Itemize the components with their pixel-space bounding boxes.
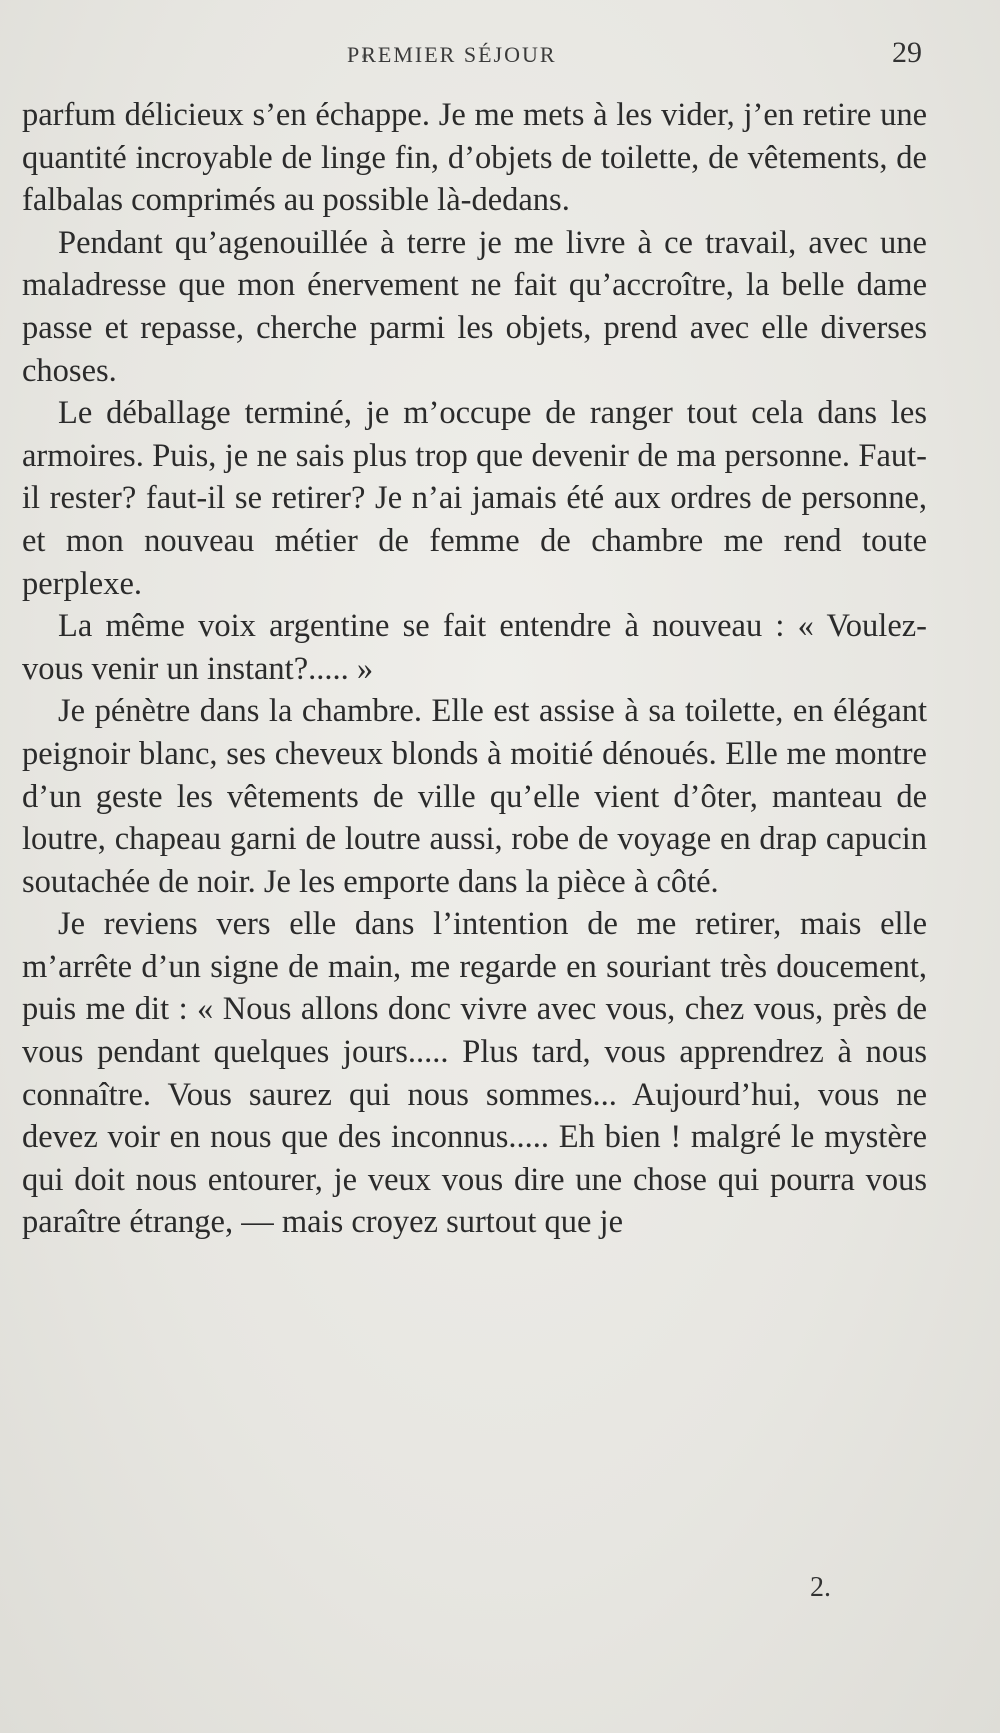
paragraph-2: Pendant qu’agenouillée à terre je me livre à ce travail, avec une maladresse que mon énervement ne fait qu’accroître, la belle dame passe et repasse, cherche parmi les objets, prend avec elle diverses choses. — [22, 224, 927, 389]
paragraph-1: parfum délicieux s’en échappe. Je me mets à les vider, j’en retire une quantité incroyable de linge fin, d’objets de toilette, de vêtements, de falbalas comprimés au possible là-dedans. — [22, 97, 927, 219]
page-header — [22, 36, 922, 76]
paragraph-5: Je pénètre dans la chambre. Elle est assise à sa toilette, en élégant peignoir blanc, ses cheveux blonds à moitié dénoués. Elle me montre d’un geste les vêtements de ville qu’elle vient d’ôter, manteau de loutre, chapeau garni de loutre aussi, robe de voyage en drap capucin soutachée de noir. Je les emporte dans la pièce à côté. — [22, 693, 927, 900]
paragraph-6: Je reviens vers elle dans l’intention de me retirer, mais elle m’arrête d’un signe de main, me regarde en souriant très doucement, puis me dit : « Nous allons donc vivre avec vous, chez vous, près de vous pendant quelques jours..... Plus tard, vous apprendrez à nous connaître. Vous saurez qui nous sommes... Aujourd’hui, vous ne devez voir en nous que des inconnus..... Eh bien ! malgré le mystère qui doit nous entourer, je veux vous dire une chose qui pourra vous paraître étrange, — mais croyez surtout que je — [22, 906, 927, 1241]
paragraph-3: Le déballage terminé, je m’occupe de ranger tout cela dans les armoires. Puis, je ne sais plus trop que devenir de ma personne. Faut-il rester? faut-il se retirer? Je n’ai jamais été aux ordres de personne, et mon nouveau métier de femme de chambre me rend toute perplexe. — [22, 395, 927, 602]
running-title: PREMIER SÉJOUR — [347, 42, 557, 67]
signature-mark: 2. — [810, 1572, 831, 1603]
page-number: 29 — [892, 36, 922, 69]
body-text — [22, 94, 927, 1244]
paragraph-4: La même voix argentine se fait entendre à nouveau : « Voulez-vous venir un instant?..... » — [22, 608, 927, 687]
